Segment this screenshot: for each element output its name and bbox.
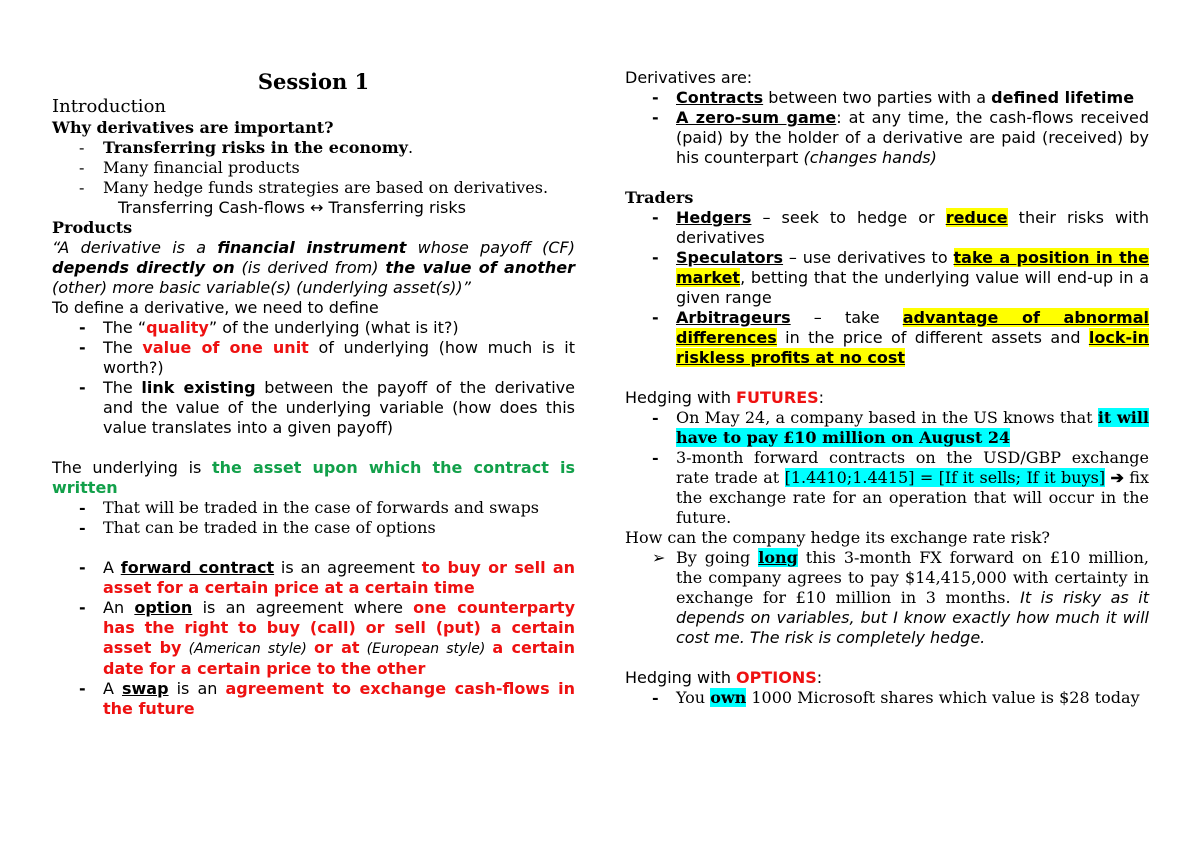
why-heading: Why derivatives are important? xyxy=(52,118,334,137)
derivatives-intro: Derivatives are: xyxy=(625,68,753,87)
futures-list xyxy=(625,408,1149,528)
left-column xyxy=(52,68,575,719)
arbitrageurs-item: - Arbitrageurs – take advantage of abnormal differences in the price of different assets and lock-in riskless profits at no cost xyxy=(625,308,1149,368)
list-item: - Many financial products xyxy=(52,158,575,178)
options-list xyxy=(625,688,1149,708)
arrow-icon: ➔ xyxy=(1110,468,1124,487)
forward-item: - A forward contract is an agreement to buy or sell an asset for a certain price at a certain time xyxy=(52,558,575,598)
list-item: - Contracts between two parties with a defined lifetime xyxy=(625,88,1149,108)
why-list xyxy=(52,138,575,198)
list-item: - You own 1000 Microsoft shares which value is $28 today xyxy=(625,688,1149,708)
speculators-item: - Speculators – use derivatives to take a position in the market, betting that the underlying value will end-up in a given range xyxy=(625,248,1149,308)
list-item: - Many hedge funds strategies are based on derivatives. xyxy=(52,178,575,198)
list-item: - Transferring risks in the economy. xyxy=(52,138,575,158)
list-item: - A zero-sum game: at any time, the cash-flows received (paid) by the holder of a derivative are paid (received) by his counterpart (changes hands) xyxy=(625,108,1149,168)
instrument-list xyxy=(52,558,575,719)
hedge-question: How can the company hedge its exchange rate risk? xyxy=(625,528,1050,547)
list-item: - The value of one unit of underlying (how much is it worth?) xyxy=(52,338,575,378)
right-column xyxy=(625,68,1149,708)
list-item: - 3-month forward contracts on the USD/GBP exchange rate trade at [1.4410;1.4415] = [If it sells; If it buys] ➔ fix the exchange rate for an operation that will occur in the future. xyxy=(625,448,1149,528)
define-list xyxy=(52,318,575,438)
define-intro: To define a derivative, we need to define xyxy=(52,298,379,317)
introduction-heading: Introduction xyxy=(52,96,166,117)
swap-item: - A swap is an agreement to exchange cash-flows in the future xyxy=(52,679,575,719)
page-title: Session 1 xyxy=(257,69,370,94)
derivative-definition: “A derivative is a financial instrument whose payoff (CF) depends directly on (is derived from) the value of another (other) more basic variable(s) (underlying asset(s))” xyxy=(52,238,575,297)
traded-list xyxy=(52,498,575,538)
list-item: - That will be traded in the case of forwards and swaps xyxy=(52,498,575,518)
list-item: - On May 24, a company based in the US knows that it will have to pay £10 million on August 24 xyxy=(625,408,1149,448)
list-item: - The link existing between the payoff of the derivative and the value of the underlying variable (how does this value translates into a given payoff) xyxy=(52,378,575,438)
hedgers-item: - Hedgers – seek to hedge or reduce their risks with derivatives xyxy=(625,208,1149,248)
products-heading: Products xyxy=(52,218,133,237)
futures-heading: Hedging with FUTURES: xyxy=(625,388,825,407)
traders-list xyxy=(625,208,1149,368)
list-item: - The “quality” of the underlying (what is it?) xyxy=(52,318,575,338)
options-heading: Hedging with OPTIONS: xyxy=(625,668,823,687)
list-item: - That can be traded in the case of options xyxy=(52,518,575,538)
hedge-answer-list xyxy=(625,548,1149,648)
list-item: ➢ By going long this 3-month FX forward on £10 million, the company agrees to pay $14,415,000 with certainty in exchange for £10 million in 3 months. It is risky as it depends on variables, but I know exactly how much it will cost me. The risk is completely hedge. xyxy=(625,548,1149,648)
derivatives-list xyxy=(625,88,1149,168)
option-item: - An option is an agreement where one counterparty has the right to buy (call) or sell (put) a certain asset by (American style) or at (European style) a certain date for a certain price to the other xyxy=(52,598,575,679)
traders-heading: Traders xyxy=(625,188,694,207)
underlying-definition: The underlying is the asset upon which the contract is written xyxy=(52,458,576,497)
cashflow-line: Transferring Cash-flows ↔ Transferring risks xyxy=(118,198,466,217)
